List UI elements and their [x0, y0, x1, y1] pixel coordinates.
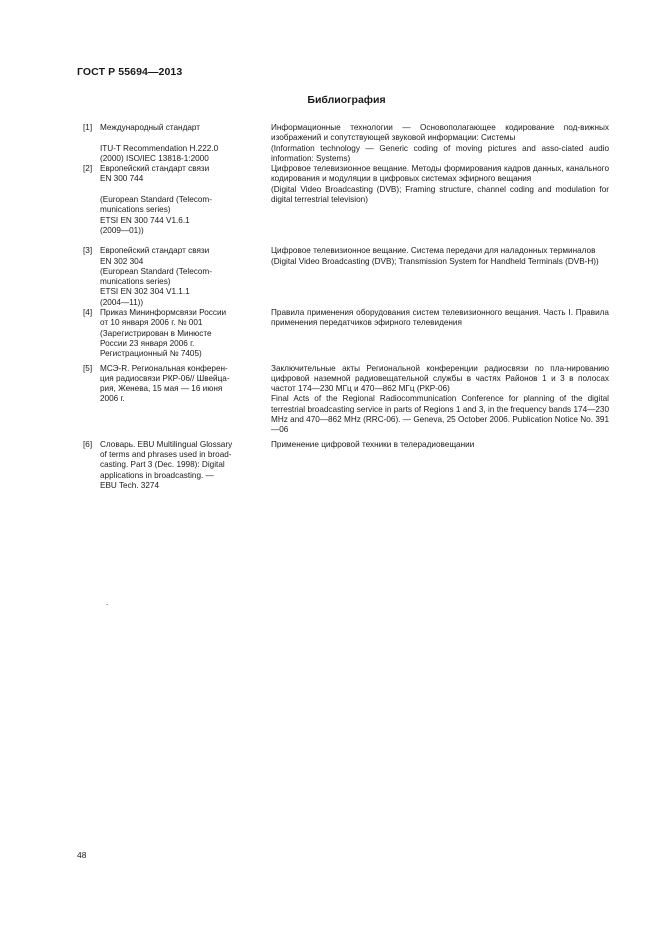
bibliography-entry: [83, 308, 609, 359]
entry-number: [4]: [83, 308, 93, 318]
entry-source-line: ция радиосвязи РКР-06// Швейца-: [100, 373, 230, 383]
entry-number: [6]: [83, 439, 93, 449]
entry-source: [100, 440, 271, 491]
entry-description-paragraph: Цифровое телевизионное вещание. Система передачи для наладонных терминалов: [271, 246, 596, 256]
entry-source-line: ETSI EN 300 744 V1.6.1: [100, 215, 190, 225]
entry-description: [271, 246, 609, 267]
entry-source-line: 2006 г.: [100, 394, 125, 404]
entry-source-line: munications series): [100, 277, 171, 287]
entry-source-line: Приказ Мининформсвязи России: [100, 308, 227, 318]
bibliography-entry: [83, 440, 609, 491]
entry-source-line: России 23 января 2006 г.: [100, 338, 195, 348]
entry-description-paragraph: Правила применения оборудования систем телевизионного вещания. Часть I. Правила применения передатчиков эфирного телевидения: [271, 308, 609, 328]
entry-source-line: EN 302 304: [100, 256, 144, 266]
bibliography-entry: [83, 246, 609, 308]
bibliography-title: Библиография: [307, 94, 386, 106]
entry-number: [5]: [83, 363, 93, 373]
entry-source-line: ETSI EN 302 304 V1.1.1: [100, 287, 190, 297]
entry-source-line: (European Standard (Telecom-: [100, 266, 212, 276]
entry-description: [271, 308, 609, 329]
document-header: ГОСТ Р 55694—2013: [77, 66, 183, 78]
entry-description-paragraph: (Digital Video Broadcasting (DVB); Framing structure, channel coding and modulation for digital terrestrial television): [271, 184, 609, 205]
entry-source-line: Европейский стандарт связи: [100, 164, 210, 174]
entry-description-paragraph: Применение цифровой техники в телерадиовещании: [271, 439, 475, 449]
entry-source: [100, 164, 271, 236]
entry-description-paragraph: (Information technology — Generic coding of moving pictures and asso-ciated audio information: Systems): [271, 143, 609, 163]
entry-source-line: (Зарегистрирован в Минюсте: [100, 328, 212, 338]
bibliography-entry: [83, 164, 609, 236]
entry-description-paragraph: Заключительные акты Региональной конференции радиосвязи по пла-нированию цифровой наземной радиовещательной службы в частях Районов 1 и 3 в полосах частот 174—230 МГц и 470—862 МГц (РКР-06): [271, 363, 609, 394]
entry-source-line: EBU Tech. 3274: [100, 480, 160, 490]
entry-description: [271, 440, 609, 450]
entry-source-line: (2009—01)): [100, 225, 144, 235]
entry-source-line: Европейский стандарт связи: [100, 246, 210, 256]
entry-source: [100, 364, 271, 405]
entry-source-line: МСЭ-R. Региональная конферен-: [100, 363, 228, 373]
entry-source-line: [100, 185, 271, 195]
page-number: 48: [77, 850, 87, 860]
entry-source: [100, 123, 271, 164]
entry-number: [3]: [83, 246, 93, 256]
entry-source-line: от 10 января 2006 г. № 001: [100, 318, 203, 328]
bibliography-entry: [83, 364, 609, 436]
entry-description-paragraph: Цифровое телевизионное вещание. Методы формирования кадров данных, канального кодирования и модуляции в цифровых системах эфирного вещания: [271, 164, 609, 184]
entry-description: [271, 164, 609, 205]
entry-number: [1]: [83, 123, 93, 132]
entry-source-line: of terms and phrases used in broad-: [100, 449, 232, 459]
stray-mark: .: [106, 598, 109, 607]
entry-source-line: (2004—11)): [100, 297, 144, 307]
entry-source-line: рия, Женева, 15 мая — 16 июня: [100, 384, 223, 394]
entry-source: [100, 246, 271, 308]
entry-description-paragraph: Информационные технологии — Основополагающее кодирование под-вижных изображений и сопутствующей звуковой информации: Системы: [271, 123, 609, 143]
entry-source-line: munications series): [100, 205, 171, 215]
entry-description-paragraph: Final Acts of the Regional Radiocommunication Conference for planning of the digital terrestrial broadcasting service in parts of Regions 1 and 3, in the frequency bands 174—230 MHz and 470—862 MHz (RRC-06). — Geneva, 25 October 2006. Publication Notice No. 391—06: [271, 394, 609, 435]
entry-source-line: Регистрационный № 7405): [100, 349, 202, 359]
entry-source-line: EN 300 744: [100, 174, 144, 184]
entry-description-paragraph: (Digital Video Broadcasting (DVB); Transmission System for Handheld Terminals (DVB-H)): [271, 256, 599, 266]
entry-source-line: Словарь. EBU Multilingual Glossary: [100, 439, 233, 449]
bibliography-list: [83, 123, 609, 491]
entry-number: [2]: [83, 164, 93, 174]
entry-source-line: (European Standard (Telecom-: [100, 195, 212, 205]
entry-source-line: (2000) ISO/IEC 13818-1:2000: [100, 153, 209, 163]
entry-description: [271, 364, 609, 436]
entry-source-line: casting. Part 3 (Dec. 1998): Digital: [100, 460, 225, 470]
entry-source-line: ITU-T Recommendation H.222.0: [100, 143, 219, 153]
entry-source-line: Международный стандарт: [100, 123, 201, 132]
entry-source: [100, 308, 271, 359]
entry-source-line: [100, 133, 271, 143]
entry-source-line: applications in broadcasting. —: [100, 470, 214, 480]
bibliography-entry: [83, 123, 609, 164]
entry-description: [271, 123, 609, 164]
